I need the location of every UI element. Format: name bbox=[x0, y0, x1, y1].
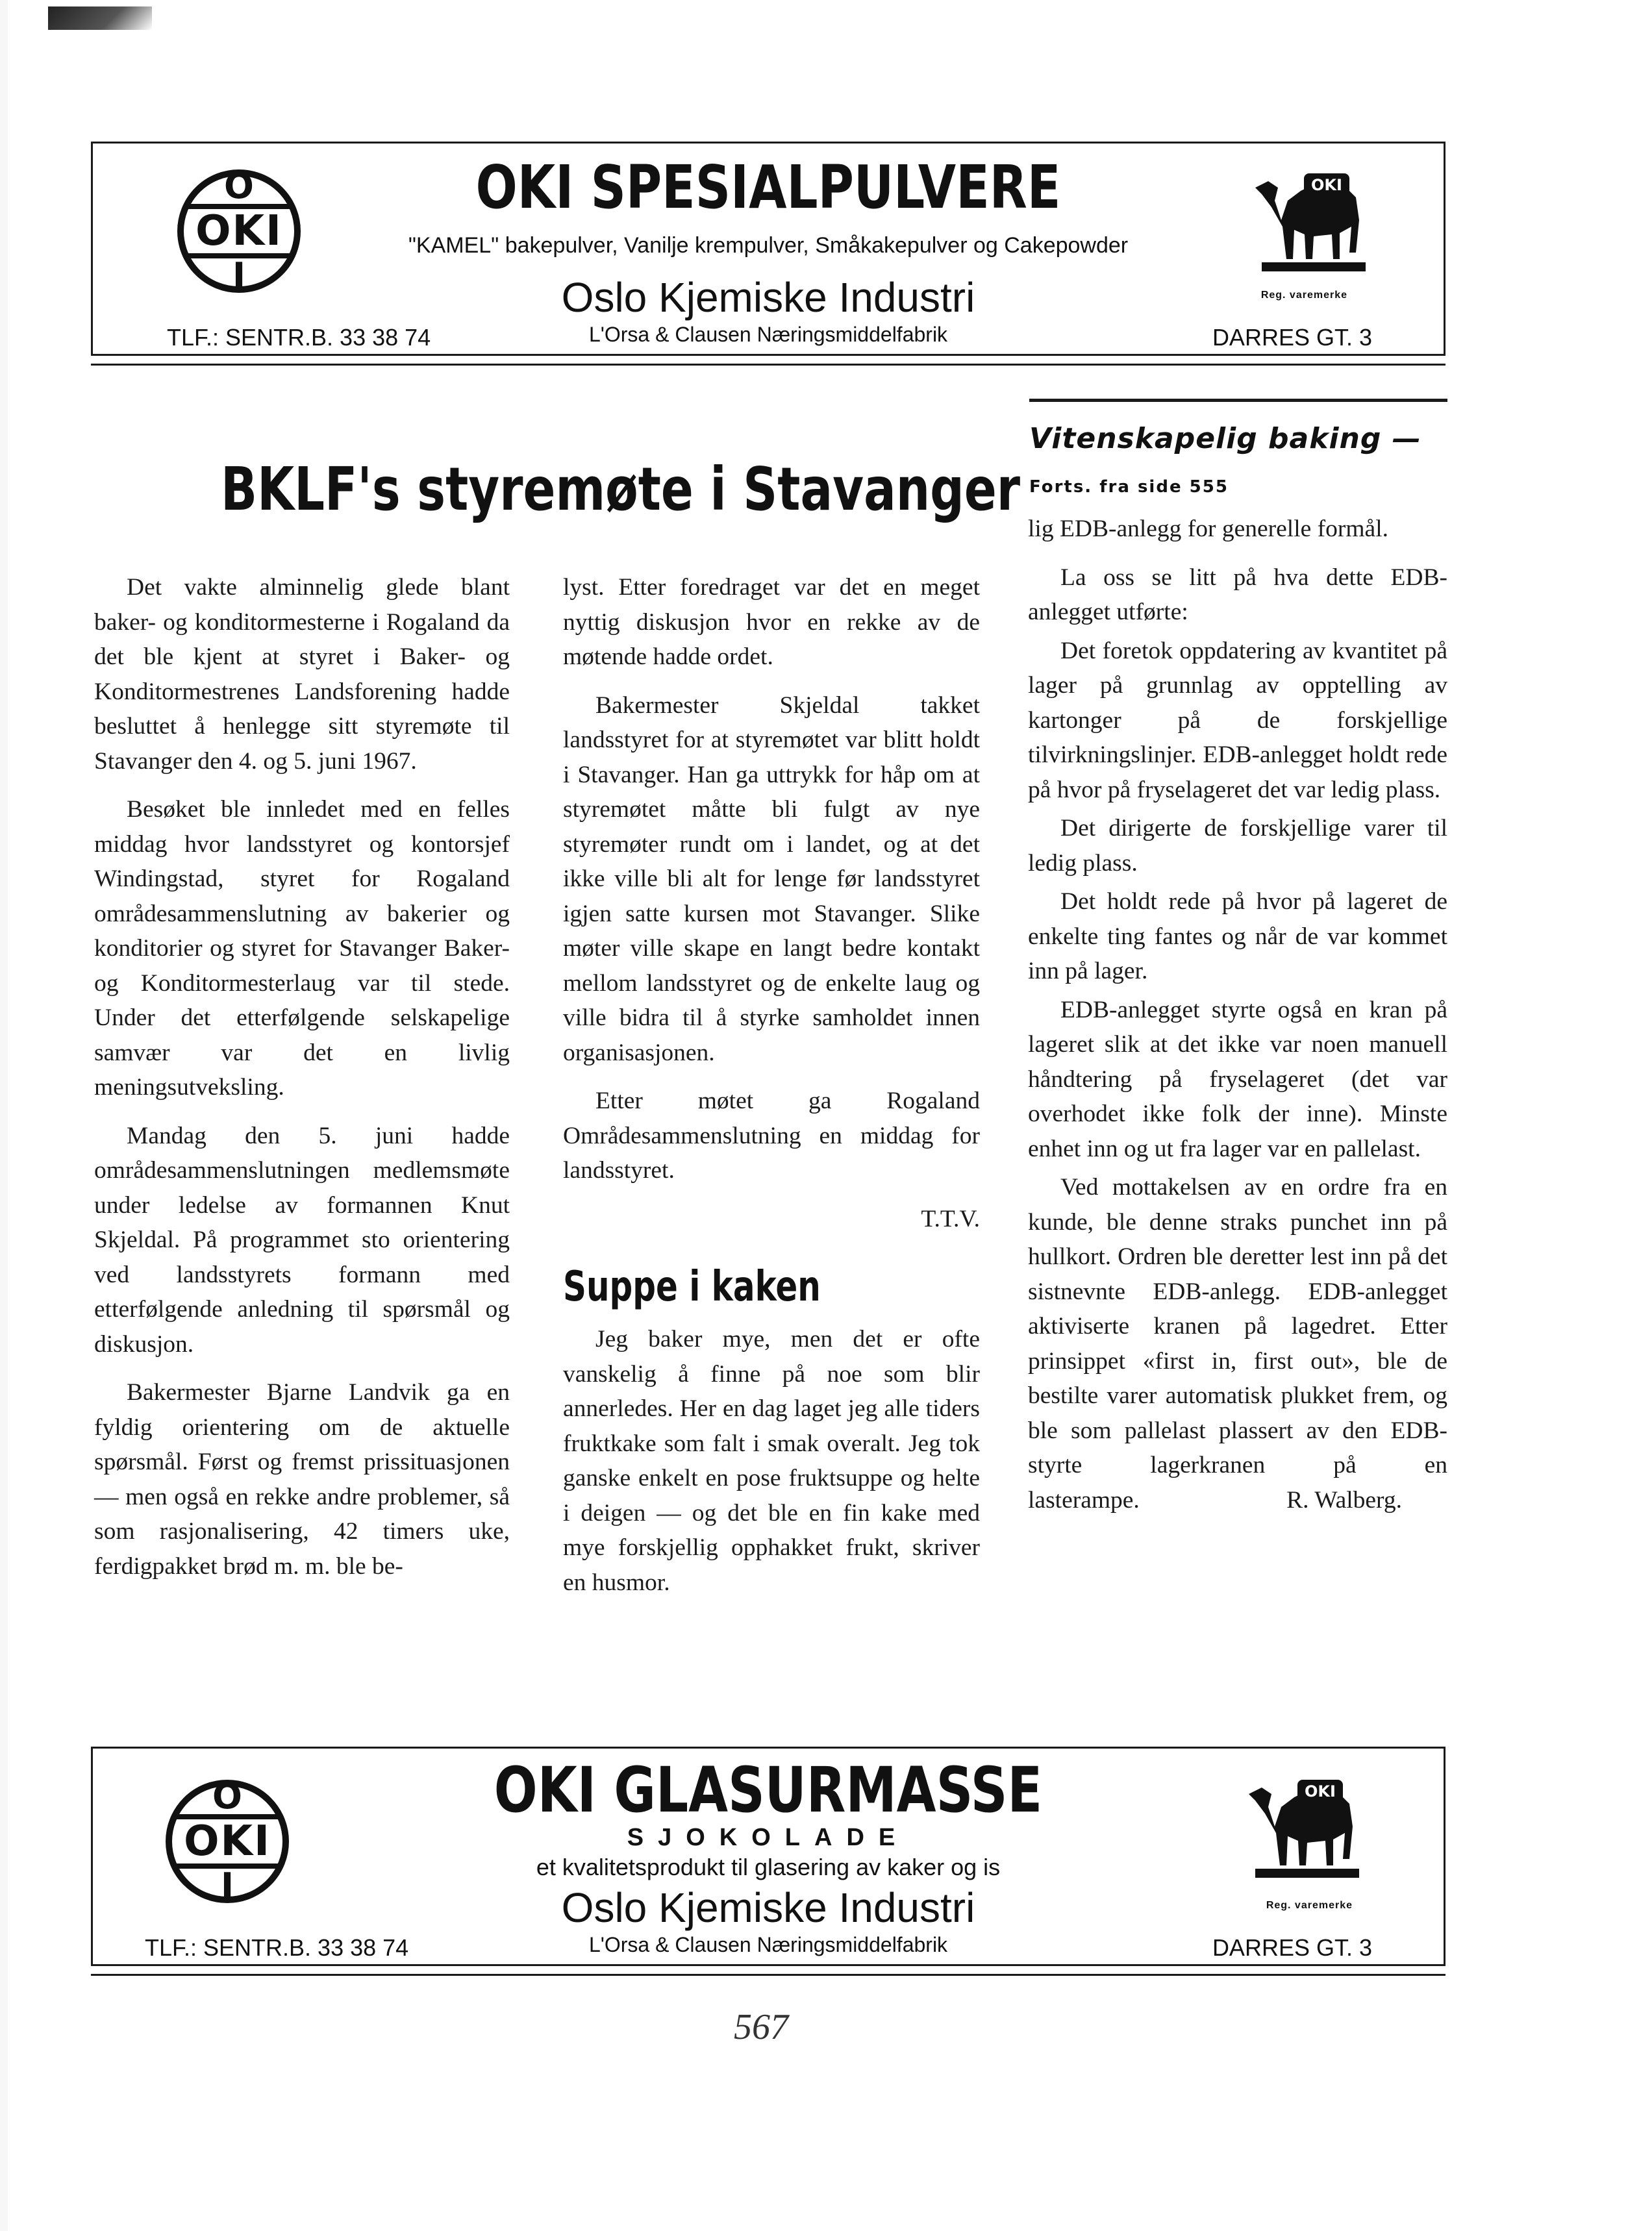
ad-company: Oslo Kjemiske Industri bbox=[561, 1884, 975, 1931]
ad-tagline: et kvalitetsprodukt til glasering av kaker og is bbox=[536, 1854, 1001, 1880]
suppe-headline: Suppe i kaken bbox=[563, 1263, 821, 1311]
paragraph: Mandag den 5. juni hadde områdesammenslutningen medlemsmøte under ledelse av formannen Knut Skjeldal. På programmet sto orientering ved landsstyrets formann med etterfølgende anledning til spørsmål og diskusjon. bbox=[94, 1122, 510, 1358]
ad-subcompany: L'Orsa & Clausen Næringsmiddelfabrik bbox=[588, 1933, 948, 1956]
paragraph-continued: lig EDB-anlegg for generelle formål. bbox=[1028, 516, 1388, 542]
ad-address: DARRES GT. 3 bbox=[1212, 324, 1372, 351]
paragraph: Ved mottakelsen av en ordre fra en kunde, ble denne straks punchet inn på hullkort. Ordren ble deretter lest inn på det sistnevnte EDB-anlegg. EDB-anlegget aktiviserte kranen på lagedret. Etter prinsippet «first in, first out», ble de bestilte varer automatisk plukket frem, og ble som pallelast plassert av den EDB-styrte lagerkranen på en bbox=[1028, 1174, 1447, 1478]
ad-title: OKI SPESIALPULVERE bbox=[475, 153, 1061, 222]
ad-oki-spesialpulvere bbox=[91, 142, 1446, 356]
vitenskapelig-headline: Vitenskapelig baking — bbox=[1029, 422, 1421, 455]
logo-letter-top: O bbox=[212, 1776, 242, 1817]
ad-subcompany: L'Orsa & Clausen Næringsmiddelfabrik bbox=[588, 323, 948, 346]
camel-label: OKI bbox=[1305, 1782, 1336, 1801]
reg-mark: Reg. varemerke bbox=[1260, 290, 1347, 301]
paragraph: Jeg baker mye, men det er ofte vanskelig å finne på noe som blir annerledes. Her en dag laget jeg alle tiders fruktkake som falt i smak overalt. Jeg tok ganske enkelt en pose fruktsuppe og helte i deigen — og det ble en fin kake med mye forskjellig opphakket frukt, skriver en husmor. bbox=[563, 1326, 980, 1596]
paragraph: Det dirigerte de forskjellige varer til ledig plass. bbox=[1028, 815, 1447, 877]
paragraph: Det foretok oppdatering av kvantitet på lager på grunnlag av opptelling av kartonger på de forskjellige tilvirkningslinjer. EDB-anlegget holdt rede på hvor på fryselageret det var ledig plass. bbox=[1028, 637, 1447, 803]
camel-trademark-icon bbox=[1242, 162, 1379, 279]
ad-subtitle: SJOKOLADE bbox=[627, 1824, 910, 1851]
logo-letter-bottom: I bbox=[220, 1865, 234, 1906]
last-word: lasterampe. bbox=[1028, 1486, 1140, 1514]
paragraph: Det vakte alminnelig glede blant baker- og konditormesterne i Rogaland da det ble kjent at styret i Baker- og Konditormestrenes Landsforening hadde besluttet å henlegge sitt styremøte til Stavanger den 4. og 5. juni 1967. bbox=[94, 574, 510, 775]
camel-trademark-icon bbox=[1236, 1768, 1372, 1885]
camel-label: OKI bbox=[1311, 176, 1342, 194]
paragraph: Det holdt rede på hvor på lageret de enkelte ting fantes og når de var kommet inn på lager. bbox=[1028, 888, 1447, 984]
paragraph: EDB-anlegget styrte også en kran på lageret slik at det ikke var noen manuell håndtering på fryselageret (det var overhodet ikke folk der inne). Minste enhet inn og ut fra lager var en pallelast. bbox=[1028, 996, 1447, 1162]
column-rule bbox=[1029, 399, 1447, 402]
article-column-1 bbox=[94, 570, 510, 1597]
ad-company: Oslo Kjemiske Industri bbox=[561, 274, 975, 321]
vitenskapelig-continued-from: Forts. fra side 555 bbox=[1029, 477, 1229, 497]
logo-letter-top: O bbox=[224, 166, 254, 206]
vitenskapelig-signature: R. Walberg. bbox=[1286, 1486, 1402, 1514]
page-corner-shadow bbox=[48, 6, 152, 30]
paragraph-continued: lyst. Etter foredraget var det en meget nyttig diskusjon hvor en rekke av de møtende hadde ordet. bbox=[563, 574, 980, 670]
ad-phone: TLF.: SENTR.B. 33 38 74 bbox=[145, 1934, 409, 1961]
paragraph: Bakermester Skjeldal takket landsstyret for at styremøtet var blitt holdt i Stavanger. Han ga uttrykk for håp om at styremøtet måtte bli fulgt av nye styremøter rundt om i landet, og at det ikke ville bli alt for lenge før landsstyret igjen satte kursen mot Stavanger. Slike møter ville skape en langt bedre kontakt mellom landsstyret og de enkelte laug og ville bidra til å styrke samholdet innen organisasjonen. bbox=[563, 692, 980, 1066]
article-signature: T.T.V. bbox=[921, 1205, 980, 1232]
paragraph: Bakermester Bjarne Landvik ga en fyldig orientering om de aktuelle spørsmål. Først og fremst prissituasjonen — men også en rekke andre problemer, så som rasjonalisering, 42 timers uke, ferdigpakket brød m. m. ble be- bbox=[94, 1379, 510, 1580]
scan-edge bbox=[0, 0, 8, 2231]
paragraph: La oss se litt på hva dette EDB-anlegget utførte: bbox=[1028, 564, 1447, 625]
ad-title: OKI GLASURMASSE bbox=[494, 1754, 1043, 1826]
ad-products: "KAMEL" bakepulver, Vanilje krempulver, Småkakepulver og Cakepowder bbox=[408, 233, 1129, 258]
article-headline: BKLF's styremøte i Stavanger bbox=[221, 455, 1021, 524]
article-column-3 bbox=[1028, 512, 1447, 1517]
logo-letter-mid: OKI bbox=[184, 204, 294, 258]
page-number: 567 bbox=[734, 2007, 788, 2047]
ad-phone: TLF.: SENTR.B. 33 38 74 bbox=[167, 324, 431, 351]
logo-letter-mid: OKI bbox=[172, 1814, 282, 1869]
paragraph: Besøket ble innledet med en felles middag hvor landsstyret og kontorsjef Windingstad, styret for Rogaland områdesammenslutning av bakerier og konditorier og styret for Stavanger Baker- og Konditormesterlaug var til stede. Under det etterfølgende selskapelige samvær var det en livlig meningsutveksling. bbox=[94, 796, 510, 1101]
vitenskapelig-last-line bbox=[1028, 1483, 1447, 1518]
article-column-2 bbox=[563, 570, 980, 1614]
ad-address: DARRES GT. 3 bbox=[1212, 1934, 1372, 1961]
logo-letter-bottom: I bbox=[232, 255, 246, 296]
reg-mark: Reg. varemerke bbox=[1266, 1900, 1353, 1911]
paragraph: Etter møtet ga Rogaland Områdesammenslutning en middag for landsstyret. bbox=[563, 1088, 980, 1184]
ad-oki-glasurmasse bbox=[91, 1747, 1446, 1966]
